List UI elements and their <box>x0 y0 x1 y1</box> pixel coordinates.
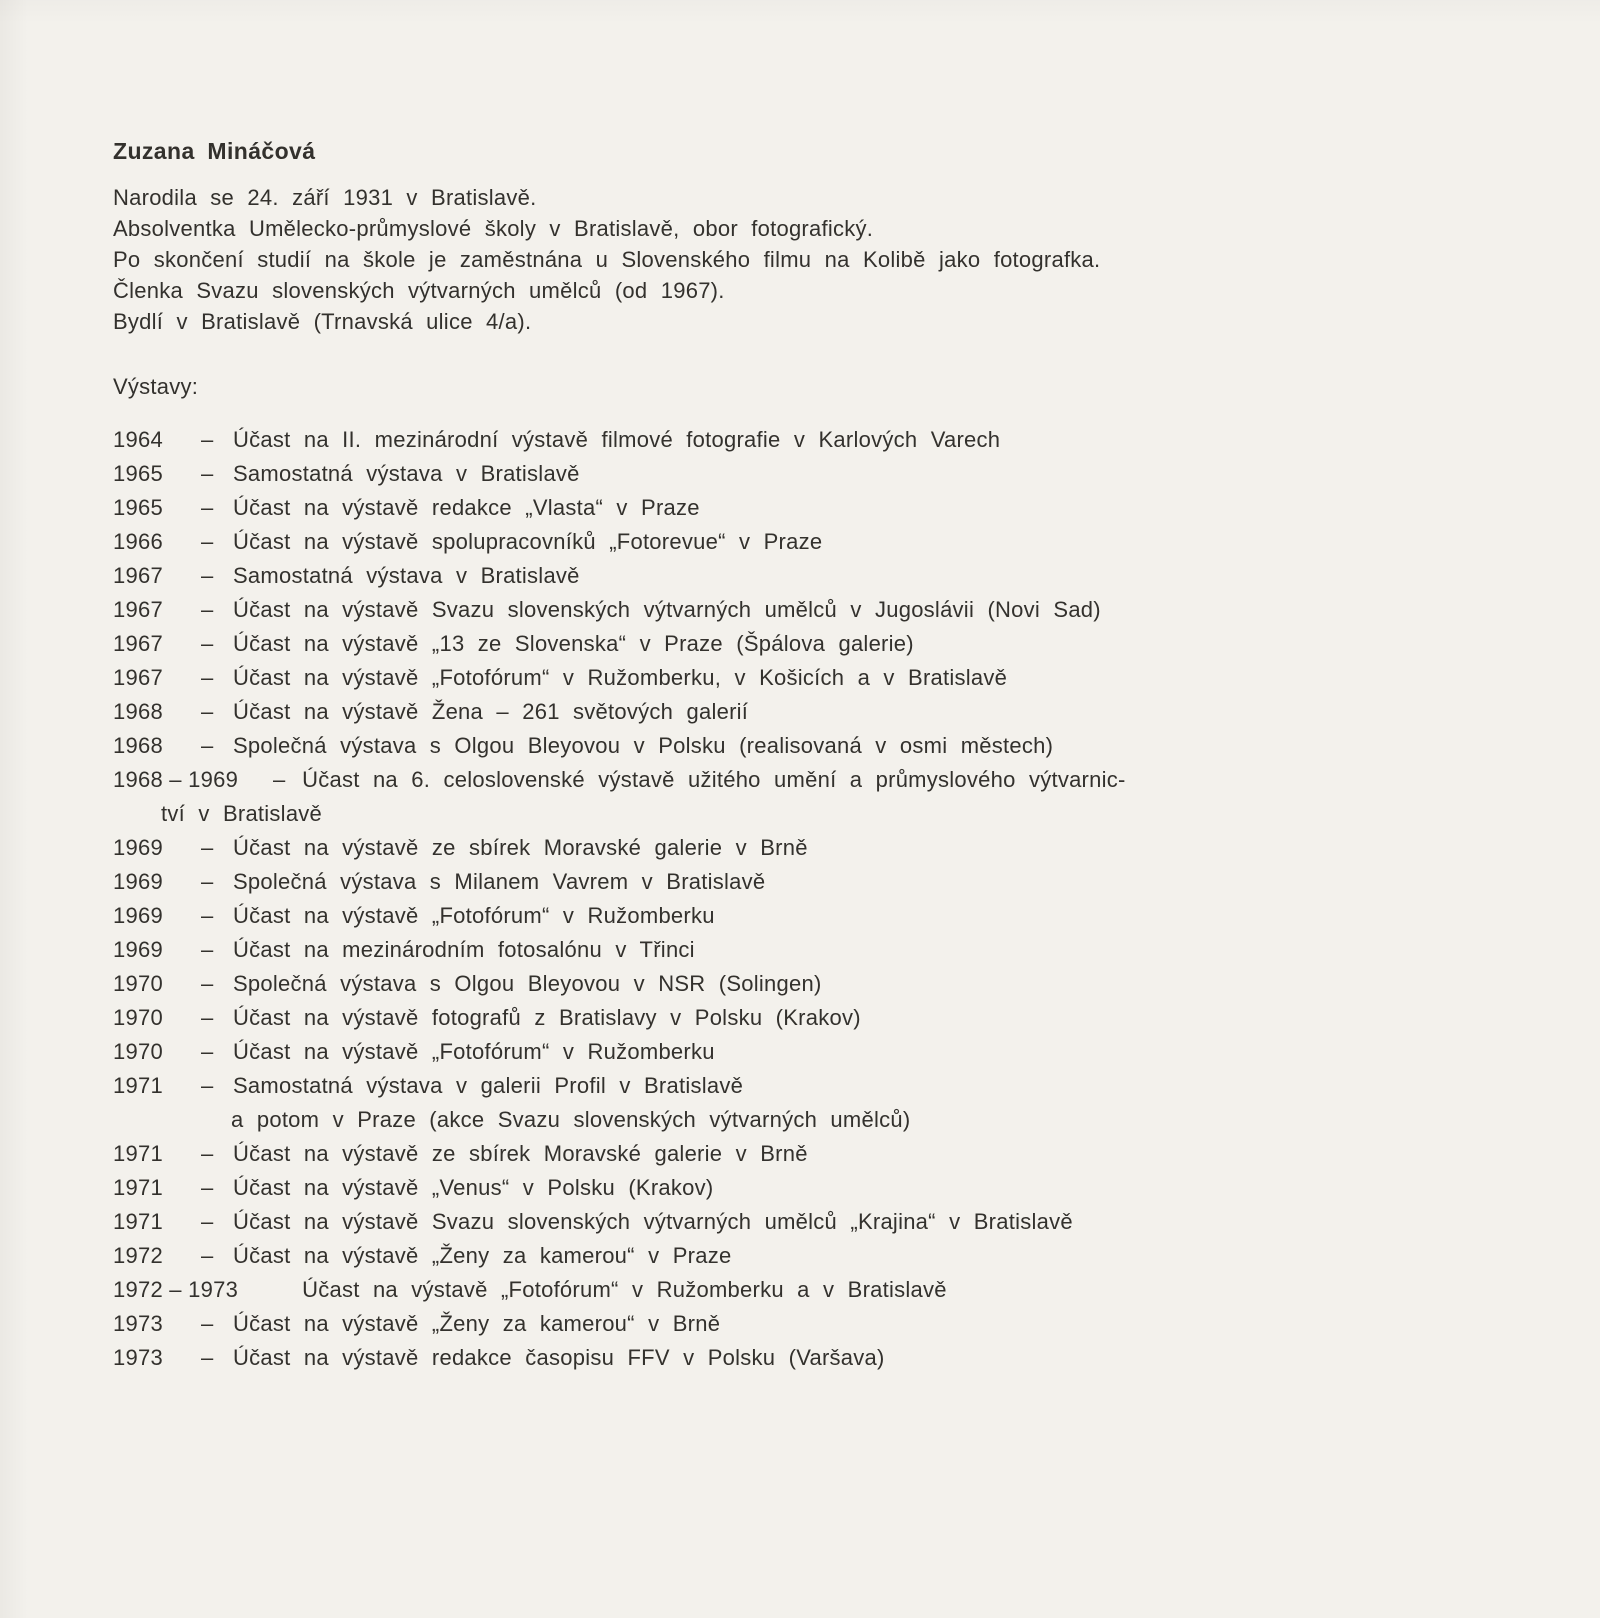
biography-paragraph <box>113 182 1492 337</box>
exhibition-text: Společná výstava s Olgou Bleyovou v NSR (Solingen) <box>233 971 822 996</box>
exhibition-entry <box>113 1069 1492 1137</box>
exhibition-year: 1971 <box>113 1175 163 1200</box>
dash-separator: – <box>201 1243 214 1268</box>
intro-line: Absolventka Umělecko-průmyslové školy v Bratislavě, obor fotografický. <box>113 216 874 241</box>
exhibition-row <box>113 1205 1492 1239</box>
exhibition-continuation-line: a potom v Praze (akce Svazu slovenských výtvarných umělců) <box>231 1107 911 1132</box>
exhibition-text: Společná výstava s Milanem Vavrem v Bratislavě <box>233 869 766 894</box>
exhibition-text: Účast na výstavě „Fotofórum“ v Ružomberku <box>233 903 715 928</box>
exhibition-text: Účast na výstavě redakce „Vlasta“ v Praze <box>233 495 700 520</box>
dash-separator: – <box>201 1175 214 1200</box>
document-content <box>113 138 1492 1375</box>
exhibition-row <box>113 1239 1492 1273</box>
exhibition-entry <box>113 1341 1492 1375</box>
exhibition-row <box>113 1341 1492 1375</box>
exhibition-entry <box>113 1035 1492 1069</box>
exhibition-year: 1965 <box>113 495 163 520</box>
dash-separator: – <box>201 835 214 860</box>
exhibition-year: 1973 <box>113 1311 163 1336</box>
exhibition-text: Samostatná výstava v galerii Profil v Bratislavě <box>233 1073 744 1098</box>
exhibition-entry <box>113 1273 1492 1307</box>
exhibition-row <box>113 593 1492 627</box>
exhibition-text: Účast na výstavě „Ženy za kamerou“ v Praze <box>233 1243 732 1268</box>
dash-separator: – <box>201 1005 214 1030</box>
intro-line: Členka Svazu slovenských výtvarných umělců (od 1967). <box>113 278 725 303</box>
exhibition-entry <box>113 1205 1492 1239</box>
exhibition-text: Účast na výstavě fotografů z Bratislavy v Polsku (Krakov) <box>233 1005 861 1030</box>
dash-separator: – <box>201 971 214 996</box>
exhibition-row <box>113 1307 1492 1341</box>
exhibition-year: 1973 <box>113 1345 163 1370</box>
dash-separator: – <box>201 699 214 724</box>
exhibition-text: Společná výstava s Olgou Bleyovou v Polsku (realisovaná v osmi městech) <box>233 733 1054 758</box>
exhibition-entry <box>113 423 1492 457</box>
exhibition-row <box>113 491 1492 525</box>
exhibition-year: 1971 <box>113 1209 163 1234</box>
exhibition-entry <box>113 763 1492 831</box>
exhibition-year: 1968 <box>113 733 163 758</box>
exhibition-row <box>113 695 1492 729</box>
exhibition-text: Účast na výstavě Žena – 261 světových galerií <box>233 699 749 724</box>
exhibition-year: 1967 <box>113 563 163 588</box>
dash-separator: – <box>201 1209 214 1234</box>
exhibition-row <box>113 1069 1492 1103</box>
section-heading: Výstavy: <box>113 374 199 399</box>
exhibition-entry <box>113 933 1492 967</box>
exhibition-continuation-line: tví v Bratislavě <box>161 801 323 826</box>
dash-separator: – <box>201 869 214 894</box>
exhibition-text: Účast na výstavě ze sbírek Moravské galerie v Brně <box>233 835 808 860</box>
exhibition-entry <box>113 1239 1492 1273</box>
exhibition-year: 1970 <box>113 1039 163 1064</box>
exhibition-row <box>113 525 1492 559</box>
exhibition-entry <box>113 695 1492 729</box>
exhibition-year: 1967 <box>113 631 163 656</box>
exhibition-text: Účast na výstavě „13 ze Slovenska“ v Praze (Špálova galerie) <box>233 631 914 656</box>
exhibition-year: 1967 <box>113 665 163 690</box>
exhibition-row <box>113 729 1492 763</box>
exhibition-row <box>113 661 1492 695</box>
dash-separator: – <box>201 529 214 554</box>
exhibition-year: 1969 <box>113 835 163 860</box>
exhibition-row <box>113 865 1492 899</box>
intro-line: Bydlí v Bratislavě (Trnavská ulice 4/a). <box>113 309 532 334</box>
exhibition-row <box>113 933 1492 967</box>
dash-separator: – <box>201 1141 214 1166</box>
exhibition-year: 1970 <box>113 971 163 996</box>
exhibition-text: Účast na II. mezinárodní výstavě filmové fotografie v Karlových Varech <box>233 427 1001 452</box>
exhibition-row <box>113 1171 1492 1205</box>
exhibition-text: Účast na výstavě ze sbírek Moravské galerie v Brně <box>233 1141 808 1166</box>
dash-separator: – <box>201 665 214 690</box>
exhibition-entry <box>113 831 1492 865</box>
exhibition-text: Účast na výstavě Svazu slovenských výtvarných umělců „Krajina“ v Bratislavě <box>233 1209 1073 1234</box>
exhibition-entry <box>113 627 1492 661</box>
exhibition-text: Účast na mezinárodním fotosalónu v Třinci <box>233 937 695 962</box>
dash-separator: – <box>201 903 214 928</box>
dash-separator: – <box>201 733 214 758</box>
exhibition-text: Účast na výstavě spolupracovníků „Fotorevue“ v Praze <box>233 529 823 554</box>
dash-separator: – <box>201 461 214 486</box>
exhibition-entry <box>113 1001 1492 1035</box>
exhibition-text: Účast na výstavě „Fotofórum“ v Ružomberku a v Bratislavě <box>302 1277 947 1302</box>
page-title: Zuzana Mináčová <box>113 138 316 164</box>
exhibition-text: Samostatná výstava v Bratislavě <box>233 563 580 588</box>
exhibition-row <box>113 627 1492 661</box>
exhibition-year: 1972 <box>113 1243 163 1268</box>
exhibitions-list <box>113 423 1492 1375</box>
exhibition-row <box>113 899 1492 933</box>
dash-separator: – <box>201 631 214 656</box>
exhibition-row <box>113 967 1492 1001</box>
dash-separator: – <box>201 937 214 962</box>
exhibition-year: 1969 <box>113 937 163 962</box>
dash-separator: – <box>201 1039 214 1064</box>
exhibition-entry <box>113 661 1492 695</box>
exhibition-entry <box>113 865 1492 899</box>
exhibition-row <box>113 1137 1492 1171</box>
exhibition-text: Účast na výstavě „Fotofórum“ v Ružomberku, v Košicích a v Bratislavě <box>233 665 1008 690</box>
exhibition-entry <box>113 525 1492 559</box>
exhibition-row <box>113 1035 1492 1069</box>
dash-separator: – <box>272 767 286 792</box>
exhibition-text: Účast na výstavě redakce časopisu FFV v Polsku (Varšava) <box>233 1345 885 1370</box>
dash-separator: – <box>201 1311 214 1336</box>
exhibition-row <box>113 763 1492 797</box>
exhibition-text: Samostatná výstava v Bratislavě <box>233 461 580 486</box>
exhibition-row <box>113 559 1492 593</box>
exhibition-entry <box>113 1171 1492 1205</box>
exhibition-year: 1966 <box>113 529 163 554</box>
dash-separator: – <box>201 597 214 622</box>
exhibition-year: 1968 – 1969 <box>113 767 239 792</box>
exhibition-year: 1971 <box>113 1073 163 1098</box>
exhibition-entry <box>113 491 1492 525</box>
exhibition-year: 1967 <box>113 597 163 622</box>
exhibition-text: Účast na výstavě Svazu slovenských výtvarných umělců v Jugoslávii (Novi Sad) <box>233 597 1101 622</box>
exhibition-year: 1970 <box>113 1005 163 1030</box>
intro-line: Po skončení studií na škole je zaměstnána u Slovenského filmu na Kolibě jako fotografka. <box>113 247 1101 272</box>
exhibition-year: 1969 <box>113 869 163 894</box>
exhibition-row <box>113 457 1492 491</box>
dash-separator: – <box>201 495 214 520</box>
exhibition-row <box>113 1001 1492 1035</box>
exhibition-entry <box>113 967 1492 1001</box>
exhibition-year: 1964 <box>113 427 163 452</box>
exhibition-year: 1968 <box>113 699 163 724</box>
exhibition-text: Účast na výstavě „Ženy za kamerou“ v Brně <box>233 1311 721 1336</box>
exhibition-row <box>113 1273 1492 1307</box>
exhibition-year: 1969 <box>113 903 163 928</box>
exhibition-entry <box>113 559 1492 593</box>
exhibition-text: Účast na výstavě „Fotofórum“ v Ružomberku <box>233 1039 715 1064</box>
dash-separator: – <box>201 427 214 452</box>
exhibition-row <box>113 423 1492 457</box>
exhibition-text: Účast na výstavě „Venus“ v Polsku (Krakov) <box>233 1175 714 1200</box>
dash-separator: – <box>201 563 214 588</box>
exhibition-year: 1971 <box>113 1141 163 1166</box>
exhibition-entry <box>113 899 1492 933</box>
exhibition-year: 1972 – 1973 <box>113 1277 239 1302</box>
exhibition-entry <box>113 457 1492 491</box>
exhibition-entry <box>113 593 1492 627</box>
exhibition-entry <box>113 1137 1492 1171</box>
dash-separator: – <box>201 1345 214 1370</box>
exhibition-entry <box>113 1307 1492 1341</box>
exhibition-row <box>113 831 1492 865</box>
exhibition-text: Účast na 6. celoslovenské výstavě užitého umění a průmyslového výtvarnic- <box>302 767 1126 792</box>
exhibition-entry <box>113 729 1492 763</box>
exhibition-year: 1965 <box>113 461 163 486</box>
intro-line: Narodila se 24. září 1931 v Bratislavě. <box>113 185 537 210</box>
dash-separator: – <box>201 1073 214 1098</box>
